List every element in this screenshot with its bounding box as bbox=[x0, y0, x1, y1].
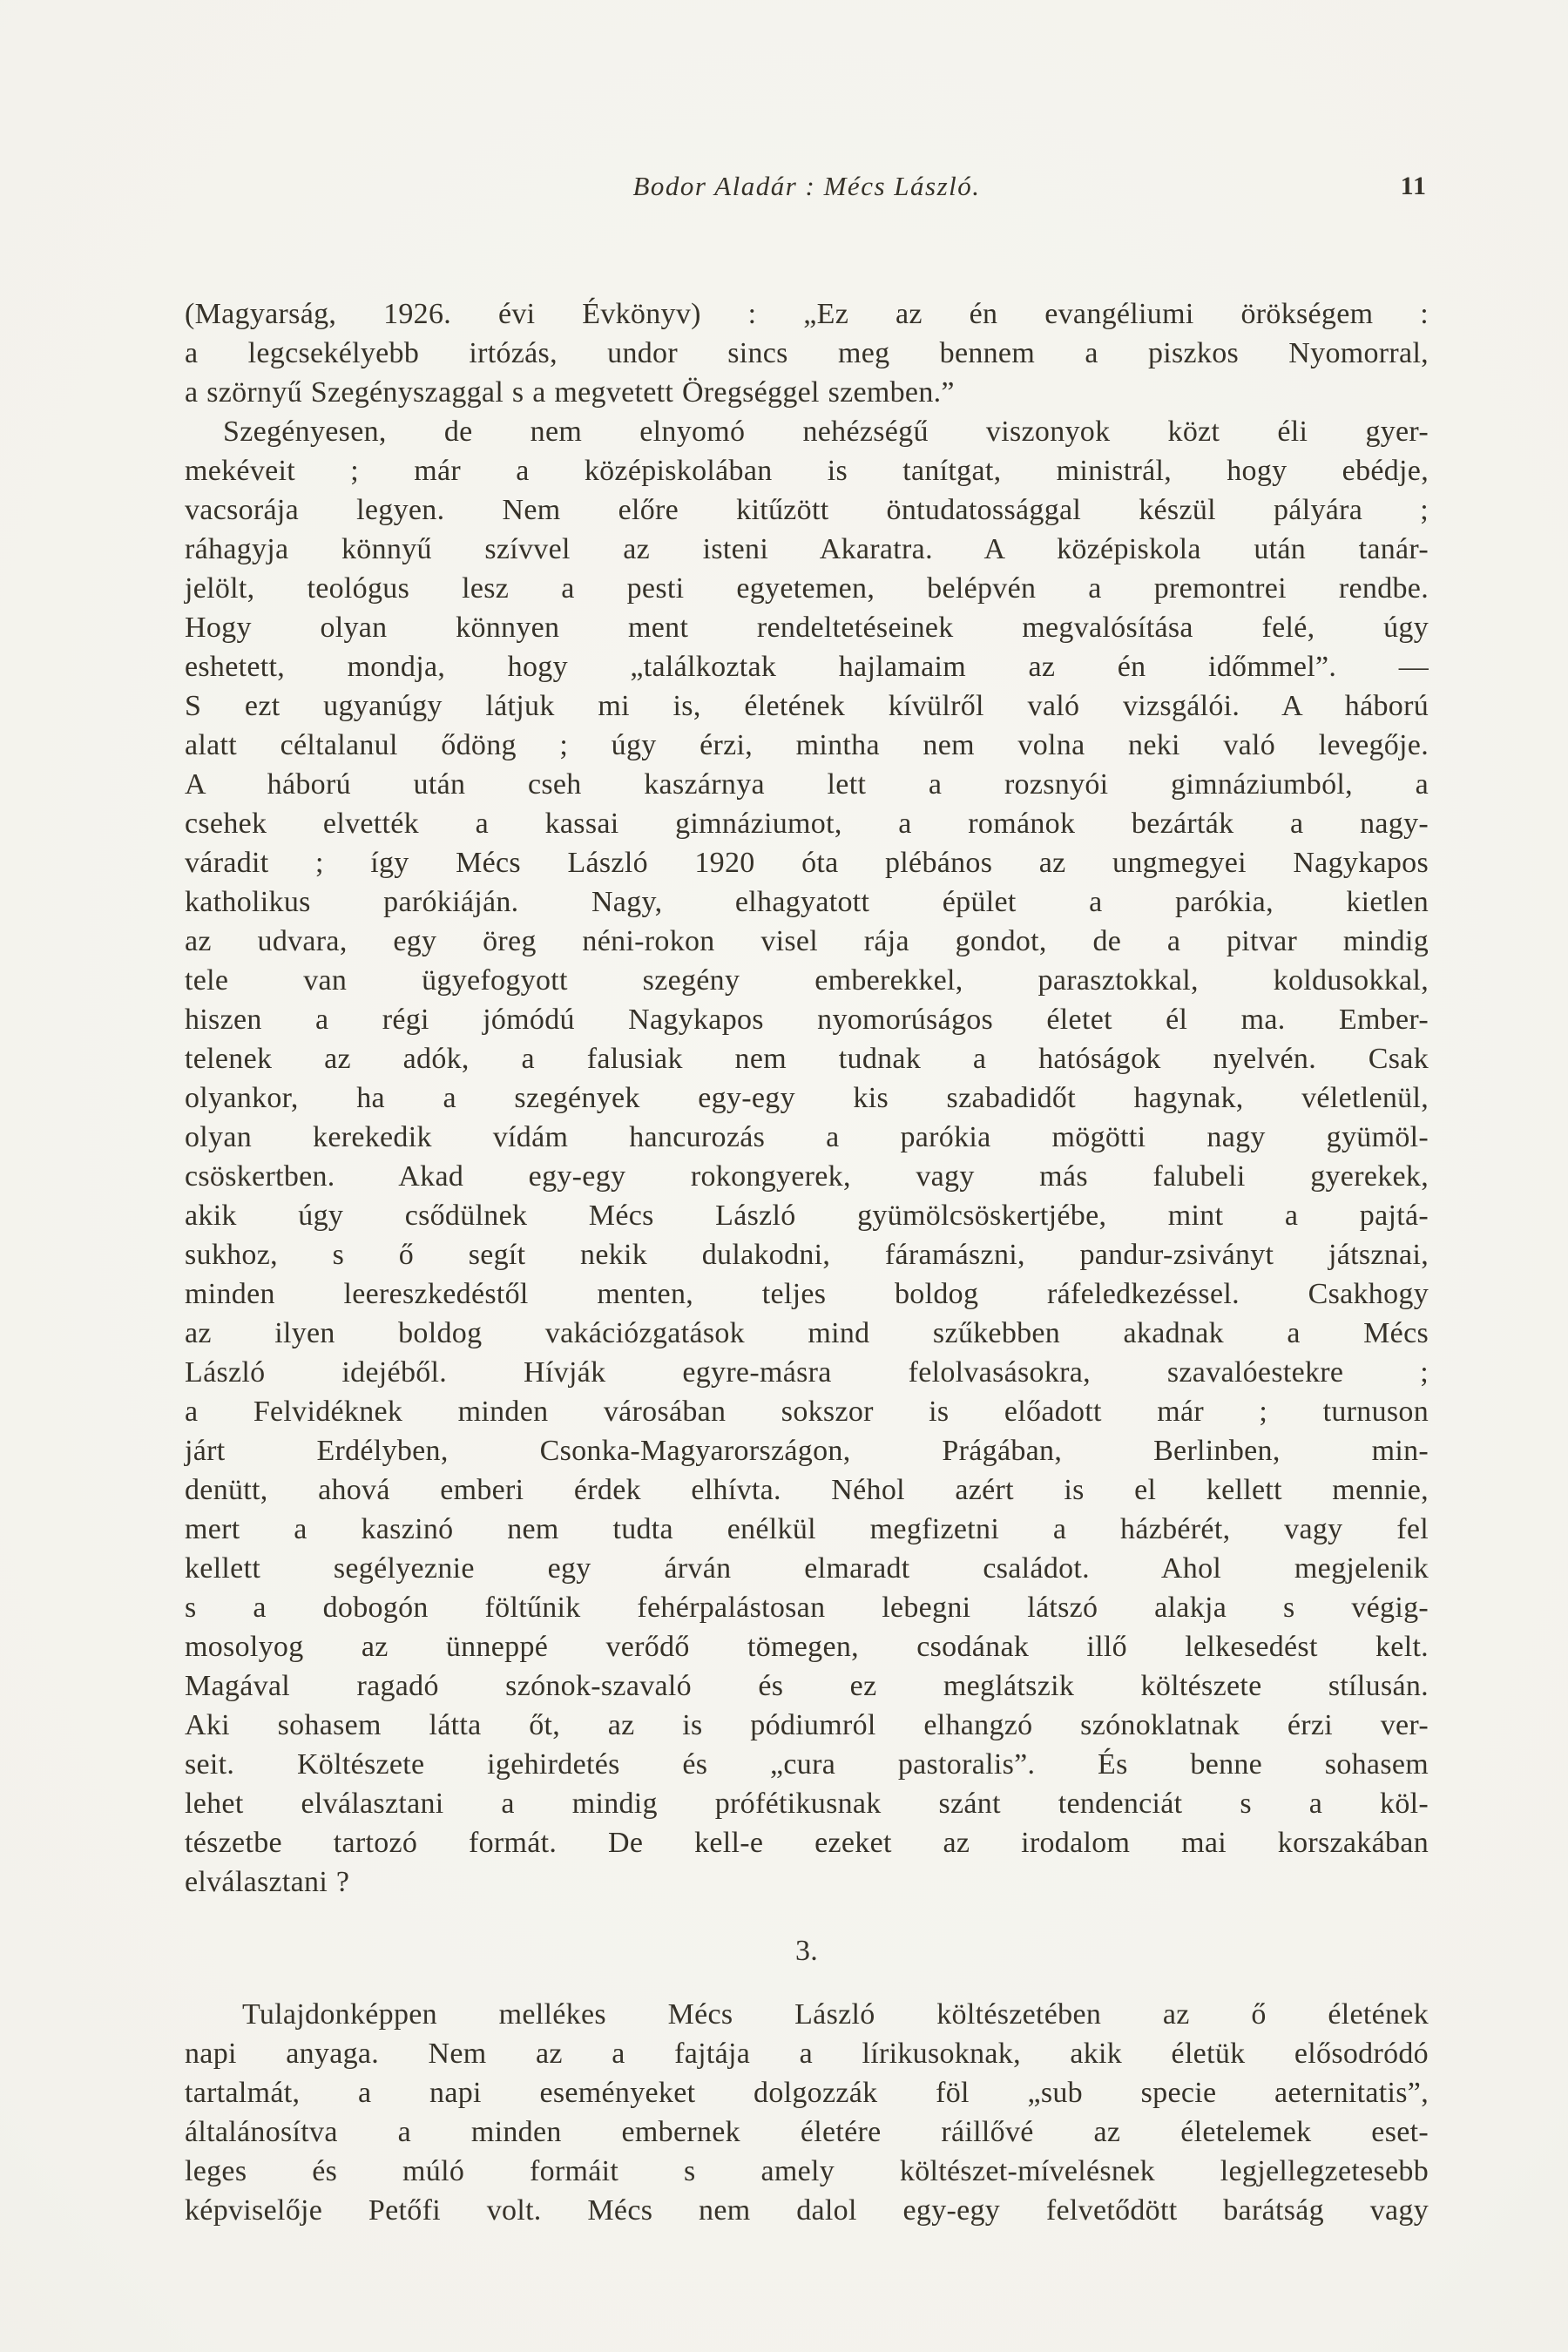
text-line: a legcsekélyebb irtózás, undor sincs meg bennem a piszkos Nyomorral, bbox=[185, 337, 1429, 369]
text-line: telenek az adók, a falusiak nem tudnak a hatóságok nyelvén. Csak bbox=[185, 1043, 1429, 1075]
text-line: jelölt, teológus lesz a pesti egyetemen, belépvén a premontrei rendbe. bbox=[185, 572, 1429, 605]
text-line: A háború után cseh kaszárnya lett a rozsnyói gimnáziumból, a bbox=[185, 768, 1429, 801]
text-line: alatt céltalanul ődöng ; úgy érzi, mintha nem volna neki való levegője. bbox=[185, 729, 1429, 761]
text-line: denütt, ahová emberi érdek elhívta. Néhol azért is el kellett mennie, bbox=[185, 1474, 1429, 1506]
text-line: Aki sohasem látta őt, az is pódiumról elhangzó szónoklatnak érzi ver- bbox=[185, 1709, 1429, 1741]
text-line: Magával ragadó szónok-szavaló és ez meglátszik költészete stílusán. bbox=[185, 1670, 1429, 1702]
text-line: csöskertben. Akad egy-egy rokongyerek, vagy más falubeli gyerekek, bbox=[185, 1160, 1429, 1193]
text-line: olyankor, ha a szegények egy-egy kis szabadidőt hagynak, véletlenül, bbox=[185, 1082, 1429, 1114]
text-line: a szörnyű Szegényszaggal s a megvetett Öregséggel szemben.” bbox=[185, 376, 955, 409]
text-line: elválasztani ? bbox=[185, 1866, 350, 1898]
text-line: váradit ; így Mécs László 1920 óta plébános az ungmegyei Nagykapos bbox=[185, 847, 1429, 879]
text-line: akik úgy csődülnek Mécs László gyümölcsöskertjébe, mint a pajtá- bbox=[185, 1200, 1429, 1232]
text-line: tészetbe tartozó formát. De kell-e ezeket az irodalom mai korszakában bbox=[185, 1827, 1429, 1859]
text-line: vacsorája legyen. Nem előre kitűzött öntudatossággal készül pályára ; bbox=[185, 494, 1429, 526]
text-line: mosolyog az ünneppé verődő tömegen, csodának illő lelkesedést kelt. bbox=[185, 1631, 1429, 1663]
text-line: eshetett, mondja, hogy „találkoztak hajlamaim az én időmmel”. — bbox=[185, 651, 1429, 683]
text-line: László idejéből. Hívják egyre-másra felolvasásokra, szavalóestekre ; bbox=[185, 1356, 1429, 1389]
text-line: leges és múló formáit s amely költészet-mívelésnek legjellegzetesebb bbox=[185, 2155, 1429, 2187]
text-line: (Magyarság, 1926. évi Évkönyv) : „Ez az én evangéliumi örökségem : bbox=[185, 298, 1429, 330]
text-line: tele van ügyefogyott szegény emberekkel, parasztokkal, koldusokkal, bbox=[185, 964, 1429, 997]
text-line: csehek elvették a kassai gimnáziumot, a románok bezárták a nagy- bbox=[185, 808, 1429, 840]
text-line: sukhoz, s ő segít nekik dulakodni, fáramászni, pandur-zsiványt játsznai, bbox=[185, 1239, 1429, 1271]
text-line: az ilyen boldog vakációzgatások mind szűkebben akadnak a Mécs bbox=[185, 1317, 1429, 1349]
text-line: képviselője Petőfi volt. Mécs nem dalol egy-egy felvetődött barátság vagy bbox=[185, 2194, 1429, 2227]
section-heading: 3. bbox=[794, 1935, 819, 1967]
text-line: általánosítva a minden embernek életére ráillővé az életelemek eset- bbox=[185, 2116, 1429, 2148]
text-line: Tulajdonképpen mellékes Mécs László költészetében az ő életének bbox=[242, 1998, 1429, 2031]
page-number: 11 bbox=[1400, 172, 1427, 200]
text-line: tartalmát, a napi eseményeket dolgozzák föl „sub specie aeternitatis”, bbox=[185, 2077, 1429, 2109]
text-line: hiszen a régi jómódú Nagykapos nyomorúságos életet él ma. Ember- bbox=[185, 1004, 1429, 1036]
paragraph-biography bbox=[185, 412, 1429, 1902]
running-head bbox=[185, 167, 1429, 206]
text-line: Hogy olyan könnyen ment rendeltetéseinek megvalósítása felé, úgy bbox=[185, 612, 1429, 644]
text-line: Szegényesen, de nem elnyomó nehézségű viszonyok közt éli gyer- bbox=[223, 416, 1429, 448]
text-line: S ezt ugyanúgy látjuk mi is, életének kívülről való vizsgálói. A háború bbox=[185, 690, 1429, 722]
text-line: katholikus parókiáján. Nagy, elhagyatott épület a parókia, kietlen bbox=[185, 886, 1429, 918]
text-line: ráhagyja könnyű szívvel az isteni Akaratra. A középiskola után tanár- bbox=[185, 533, 1429, 565]
text-line: az udvara, egy öreg néni-rokon visel rája gondot, de a pitvar mindig bbox=[185, 925, 1429, 957]
text-line: mert a kaszinó nem tudta enélkül megfizetni a házbérét, vagy fel bbox=[185, 1513, 1429, 1545]
text-line: olyan kerekedik vídám hancurozás a parókia mögötti nagy gyümöl- bbox=[185, 1121, 1429, 1153]
text-line: s a dobogón föltűnik fehérpalástosan lebegni látszó alakja s végig- bbox=[185, 1592, 1429, 1624]
text-line: seit. Költészete igehirdetés és „cura pastoralis”. És benne sohasem bbox=[185, 1748, 1429, 1781]
text-line: a Felvidéknek minden városában sokszor is előadott már ; turnuson bbox=[185, 1396, 1429, 1428]
text-line: kellett segélyeznie egy árván elmaradt családot. Ahol megjelenik bbox=[185, 1552, 1429, 1585]
text-column bbox=[185, 294, 1429, 2230]
paragraph-poetics bbox=[185, 1995, 1429, 2230]
text-line: mekéveit ; már a középiskolában is tanítgat, ministrál, hogy ebédje, bbox=[185, 455, 1429, 487]
running-head-title: Bodor Aladár : Mécs László. bbox=[632, 171, 981, 201]
text-line: járt Erdélyben, Csonka-Magyarországon, Prágában, Berlinben, min- bbox=[185, 1435, 1429, 1467]
text-line: napi anyaga. Nem az a fajtája a lírikusoknak, akik életük elősodródó bbox=[185, 2038, 1429, 2070]
paragraph-opening-quote bbox=[185, 294, 1429, 412]
text-line: minden leereszkedéstől menten, teljes boldog ráfeledkezéssel. Csakhogy bbox=[185, 1278, 1429, 1310]
text-line: lehet elválasztani a mindig prófétikusnak szánt tendenciát s a köl- bbox=[185, 1788, 1429, 1820]
